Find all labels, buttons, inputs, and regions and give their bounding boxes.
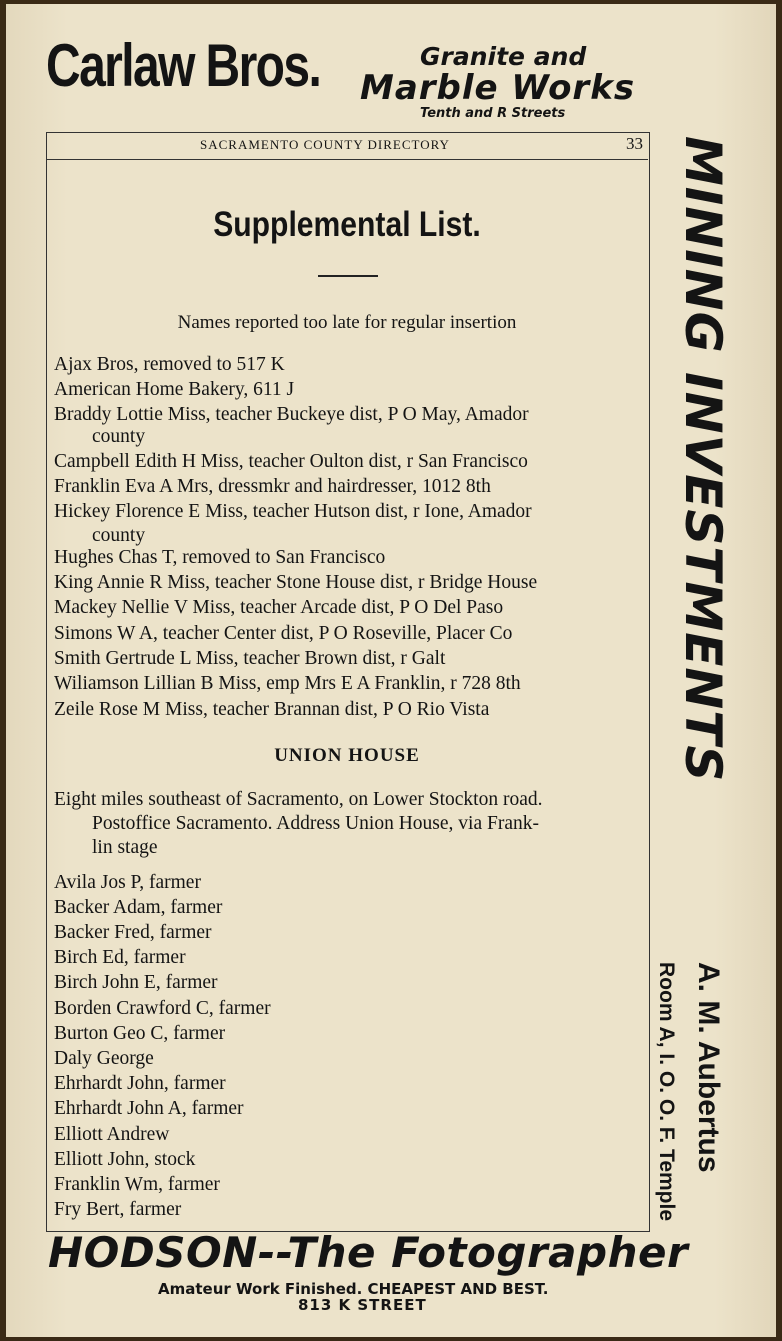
list-item: American Home Bakery, 611 J: [54, 379, 295, 400]
list-item: Elliott Andrew: [54, 1124, 170, 1145]
list-item: Birch Ed, farmer: [54, 947, 186, 968]
page-number: 33: [626, 134, 643, 153]
list-item: Braddy Lottie Miss, teacher Buckeye dist, P O May, Amador: [54, 404, 529, 425]
list-item: Zeile Rose M Miss, teacher Brannan dist, P O Rio Vista: [54, 699, 490, 720]
bottom-ad-address: 813 K STREET: [298, 1296, 427, 1314]
list-item: Mackey Nellie V Miss, teacher Arcade dist, P O Del Paso: [54, 597, 504, 618]
description-line: Postoffice Sacramento. Address Union House, via Frank-: [92, 813, 539, 834]
side-ad-headline: MINING INVESTMENTS: [674, 136, 732, 783]
list-item: Backer Fred, farmer: [54, 922, 212, 943]
top-ad-line-marble: Marble Works: [360, 68, 636, 108]
list-item: Wiliamson Lillian B Miss, emp Mrs E A Franklin, r 728 8th: [54, 673, 521, 694]
top-ad-address: Tenth and R Streets: [420, 106, 566, 121]
page-title: Supplemental List.: [213, 205, 481, 244]
description-line: lin stage: [92, 837, 158, 858]
list-item: Daly George: [54, 1048, 154, 1069]
title-rule: [318, 275, 378, 277]
list-item: Ehrhardt John A, farmer: [54, 1098, 244, 1119]
list-item: Ehrhardt John, farmer: [54, 1073, 226, 1094]
list-item: Backer Adam, farmer: [54, 897, 223, 918]
list-item: Ajax Bros, removed to 517 K: [54, 354, 285, 375]
list-item: Borden Crawford C, farmer: [54, 998, 271, 1019]
running-head: SACRAMENTO COUNTY DIRECTORY: [200, 137, 450, 152]
list-item: Franklin Eva A Mrs, dressmkr and hairdresser, 1012 8th: [54, 476, 491, 497]
bottom-ad-headline: HODSON--The Fotographer: [48, 1228, 689, 1277]
list-item: Simons W A, teacher Center dist, P O Roseville, Placer Co: [54, 623, 513, 644]
top-ad-business-name: Carlaw Bros.: [46, 32, 321, 99]
side-ad-name: A. M. Aubertus: [692, 962, 725, 1173]
list-item: Hickey Florence E Miss, teacher Hutson dist, r Ione, Amador: [54, 501, 532, 522]
list-item: Campbell Edith H Miss, teacher Oulton dist, r San Francisco: [54, 451, 528, 472]
list-item: Smith Gertrude L Miss, teacher Brown dist, r Galt: [54, 648, 446, 669]
description-line: Eight miles southeast of Sacramento, on Lower Stockton road.: [54, 789, 543, 810]
list-item: Hughes Chas T, removed to San Francisco: [54, 547, 386, 568]
list-item: Franklin Wm, farmer: [54, 1174, 220, 1195]
bottom-ad-tagline: Amateur Work Finished. CHEAPEST AND BEST.: [158, 1280, 549, 1298]
list-item: King Annie R Miss, teacher Stone House dist, r Bridge House: [54, 572, 538, 593]
list-item: Birch John E, farmer: [54, 972, 218, 993]
list-item: Avila Jos P, farmer: [54, 872, 201, 893]
list-item-continuation: county: [92, 525, 146, 546]
list-item-continuation: county: [92, 426, 146, 447]
list-item: Elliott John, stock: [54, 1149, 196, 1170]
header-rule: [46, 159, 648, 160]
subtitle: Names reported too late for regular insertion: [177, 312, 517, 333]
side-ad-address: Room A, I. O. O. F. Temple: [655, 962, 678, 1222]
list-item: Burton Geo C, farmer: [54, 1023, 226, 1044]
top-ad-line-granite: Granite and: [420, 42, 587, 71]
list-item: Fry Bert, farmer: [54, 1199, 182, 1220]
section-heading: UNION HOUSE: [274, 745, 420, 766]
